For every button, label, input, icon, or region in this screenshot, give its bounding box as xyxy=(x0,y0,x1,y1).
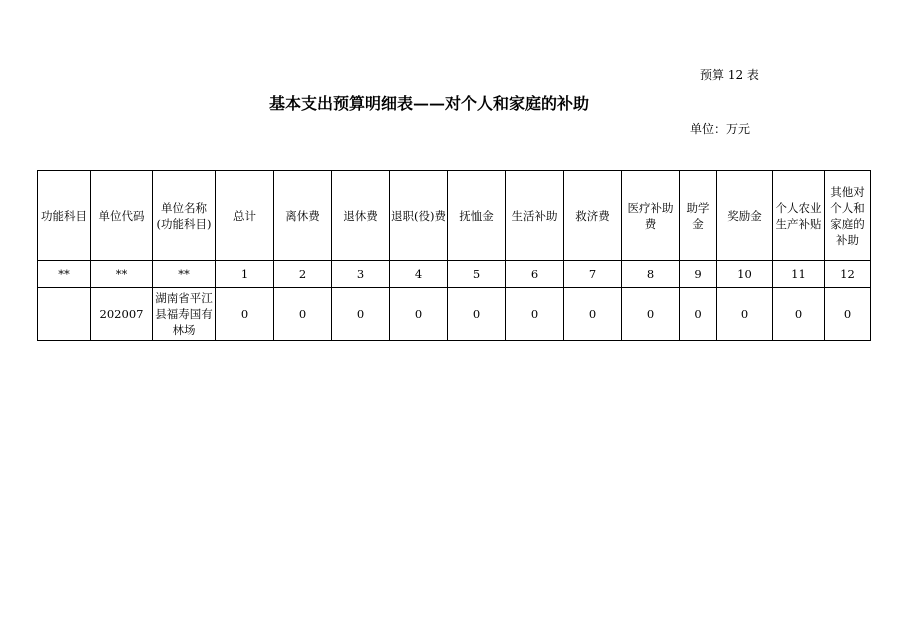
budget-table xyxy=(37,170,871,341)
column-header: 退休费 xyxy=(332,171,390,261)
column-number: 10 xyxy=(717,261,773,288)
table-cell: 0 xyxy=(390,288,448,341)
table-row xyxy=(38,288,871,341)
form-number: 预算 12 表 xyxy=(700,68,759,82)
column-header: 个人农业生产补贴 xyxy=(773,171,825,261)
page-title: 基本支出预算明细表——对个人和家庭的补助 xyxy=(268,94,589,113)
column-header: 生活补助 xyxy=(506,171,564,261)
column-number: 8 xyxy=(622,261,680,288)
column-number: 11 xyxy=(773,261,825,288)
function-subject-cell xyxy=(38,288,91,341)
column-header: 抚恤金 xyxy=(448,171,506,261)
column-number: 5 xyxy=(448,261,506,288)
column-header: 离休费 xyxy=(274,171,332,261)
column-number: 12 xyxy=(825,261,871,288)
table-cell: 0 xyxy=(448,288,506,341)
table-cell: 0 xyxy=(564,288,622,341)
table-cell: 0 xyxy=(506,288,564,341)
unit-name-cell: 湖南省平江县福寿国有林场 xyxy=(153,288,216,341)
unit-code-cell: 202007 xyxy=(91,288,153,341)
column-header: 总计 xyxy=(216,171,274,261)
unit-label: 单位：万元 xyxy=(690,122,751,136)
column-number-row xyxy=(38,261,871,288)
column-number: 1 xyxy=(216,261,274,288)
column-header: 救济费 xyxy=(564,171,622,261)
column-number: ** xyxy=(153,261,216,288)
column-header: 单位名称(功能科目) xyxy=(153,171,216,261)
table-cell: 0 xyxy=(773,288,825,341)
table-cell: 0 xyxy=(622,288,680,341)
table-cell: 0 xyxy=(717,288,773,341)
column-number: 2 xyxy=(274,261,332,288)
table-cell: 0 xyxy=(825,288,871,341)
column-number: 4 xyxy=(390,261,448,288)
column-header: 医疗补助费 xyxy=(622,171,680,261)
column-number: ** xyxy=(91,261,153,288)
table-cell: 0 xyxy=(274,288,332,341)
column-number: ** xyxy=(38,261,91,288)
column-header: 奖励金 xyxy=(717,171,773,261)
column-number: 3 xyxy=(332,261,390,288)
column-header: 其他对个人和家庭的补助 xyxy=(825,171,871,261)
column-number: 6 xyxy=(506,261,564,288)
table-cell: 0 xyxy=(332,288,390,341)
table-header-row xyxy=(38,171,871,261)
column-header: 退职(役)费 xyxy=(390,171,448,261)
column-header: 助学金 xyxy=(680,171,717,261)
column-header: 单位代码 xyxy=(91,171,153,261)
table-cell: 0 xyxy=(680,288,717,341)
table-cell: 0 xyxy=(216,288,274,341)
column-number: 9 xyxy=(680,261,717,288)
column-header: 功能科目 xyxy=(38,171,91,261)
column-number: 7 xyxy=(564,261,622,288)
